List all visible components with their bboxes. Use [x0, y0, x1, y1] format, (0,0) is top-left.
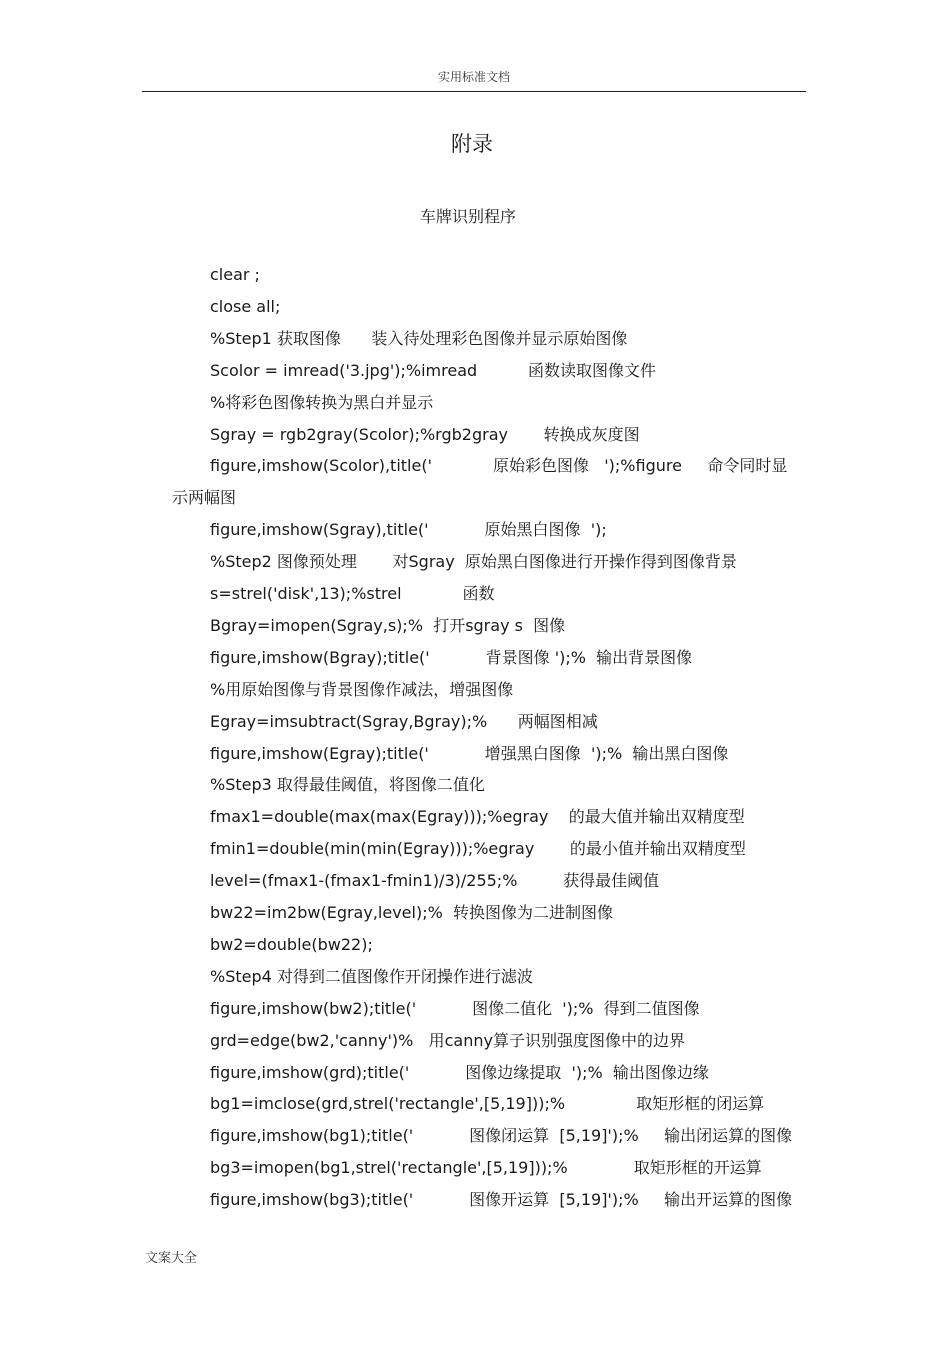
code-line: figure,imshow(bw2);title(' 图像二值化 ');% 得到二值图像 — [210, 998, 700, 1018]
code-line: figure,imshow(Scolor),title(' 原始彩色图像 ');%figure 命令同时显 — [210, 456, 788, 476]
code-line: bw2=double(bw22); — [210, 934, 373, 954]
code-line: %Step4 对得到二值图像作开闭操作进行滤波 — [210, 966, 533, 986]
page-footer: 文案大全 — [145, 1251, 198, 1266]
header-divider — [142, 91, 806, 92]
document-title: 附录 — [451, 132, 493, 156]
section-subtitle: 车牌识别程序 — [419, 207, 516, 226]
code-line: Egray=imsubtract(Sgray,Bgray);% 两幅图相减 — [210, 711, 598, 731]
code-line: figure,imshow(Bgray);title(' 背景图像 ');% 输出背景图像 — [210, 647, 693, 667]
code-line: %将彩色图像转换为黑白并显示 — [210, 392, 434, 412]
code-line: %用原始图像与背景图像作减法，增强图像 — [210, 679, 514, 699]
code-line: %Step2 图像预处理 对Sgray 原始黑白图像进行开操作得到图像背景 — [210, 552, 737, 572]
code-line: bw22=im2bw(Egray,level);% 转换图像为二进制图像 — [210, 903, 613, 922]
code-line: bg1=imclose(grd,strel('rectangle',[5,19]));% 取矩形框的闭运算 — [210, 1094, 765, 1114]
code-line: figure,imshow(bg1);title(' 图像闭运算 [5,19]');% 输出闭运算的图像 — [210, 1126, 793, 1146]
code-line: clear ; — [210, 265, 260, 284]
code-line: grd=edge(bw2,'canny')% 用canny算子识别强度图像中的边界 — [210, 1030, 685, 1050]
code-line: %Step3 取得最佳阈值，将图像二值化 — [210, 775, 485, 795]
code-line: figure,imshow(Sgray),title(' 原始黑白图像 '); — [210, 520, 607, 540]
code-line: level=(fmax1-(fmax1-fmin1)/3)/255;% 获得最佳阈值 — [210, 871, 660, 891]
code-line: bg3=imopen(bg1,strel('rectangle',[5,19]));% 取矩形框的开运算 — [210, 1158, 762, 1178]
page-header: 实用标准文档 — [437, 70, 510, 84]
code-line: figure,imshow(bg3);title(' 图像开运算 [5,19]');% 输出开运算的图像 — [210, 1190, 793, 1210]
code-line: s=strel('disk',13);%strel 函数 — [210, 584, 495, 603]
code-line: fmin1=double(min(min(Egray)));%egray 的最小值并输出双精度型 — [210, 839, 746, 859]
code-line: Bgray=imopen(Sgray,s);% 打开sgray s 图像 — [210, 615, 566, 635]
code-line: fmax1=double(max(max(Egray)));%egray 的最大值并输出双精度型 — [210, 807, 745, 827]
code-line: figure,imshow(grd);title(' 图像边缘提取 ');% 输出图像边缘 — [210, 1062, 709, 1082]
code-line: %Step1 获取图像 装入待处理彩色图像并显示原始图像 — [210, 328, 628, 348]
code-line: figure,imshow(Egray);title(' 增强黑白图像 ');% 输出黑白图像 — [210, 743, 729, 763]
code-line: close all; — [210, 296, 281, 316]
code-line: 示两幅图 — [172, 488, 237, 508]
code-line: Sgray = rgb2gray(Scolor);%rgb2gray 转换成灰度图 — [210, 424, 640, 444]
code-line: Scolor = imread('3.jpg');%imread 函数读取图像文件 — [210, 360, 657, 380]
